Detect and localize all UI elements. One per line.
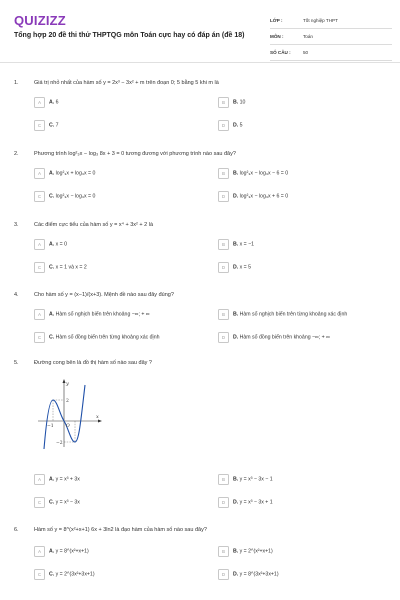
option-badge: D bbox=[218, 262, 229, 273]
meta-row-subject bbox=[270, 29, 392, 45]
option-c[interactable] bbox=[34, 332, 159, 344]
option-a[interactable] bbox=[34, 168, 95, 180]
header-divider bbox=[0, 62, 400, 63]
option-d[interactable] bbox=[218, 497, 273, 509]
option-badge: A bbox=[34, 97, 45, 108]
meta-key: LỚP : bbox=[270, 13, 298, 29]
question-text: Các điểm cực tiểu của hàm số y = x⁴ + 3x² + 2 là bbox=[34, 222, 153, 228]
option-badge: B bbox=[218, 239, 229, 250]
option-badge: C bbox=[34, 262, 45, 273]
option-letter: A. bbox=[49, 311, 55, 318]
option-text: y = 8^(x²+x+1) bbox=[55, 548, 89, 555]
option-badge: C bbox=[34, 191, 45, 202]
option-letter: C. bbox=[49, 334, 55, 341]
option-b[interactable] bbox=[218, 97, 245, 109]
option-text: 6 bbox=[55, 99, 59, 106]
option-text: y = x³ + 3x bbox=[55, 476, 80, 483]
option-text: log²₃x − log₃x + 6 = 0 bbox=[239, 193, 289, 200]
option-text: x = 5 bbox=[239, 264, 252, 271]
option-d[interactable] bbox=[218, 120, 243, 132]
option-text: x = −1 bbox=[239, 241, 255, 248]
question-number: 1. bbox=[14, 80, 19, 86]
option-c[interactable] bbox=[34, 191, 95, 203]
question-text: Đường cong bên là đồ thị hàm số nào sau đây ? bbox=[34, 360, 152, 366]
meta-key: MÔN : bbox=[270, 29, 298, 45]
option-text: 7 bbox=[55, 122, 59, 129]
option-letter: B. bbox=[233, 476, 239, 483]
option-badge: B bbox=[218, 168, 229, 179]
option-c[interactable] bbox=[34, 120, 59, 132]
option-d[interactable] bbox=[218, 262, 251, 274]
question-text: Hàm số y = 8^(x²+x+1) 6x + 3ln2 là đạo hàm của hàm số nào sau đây? bbox=[34, 527, 207, 533]
option-letter: B. bbox=[233, 311, 239, 318]
meta-row-count bbox=[270, 45, 392, 61]
option-a[interactable] bbox=[34, 309, 150, 321]
option-text: y = x³ − 3x − 1 bbox=[239, 476, 273, 483]
option-b[interactable] bbox=[218, 474, 273, 486]
y-label: y bbox=[66, 381, 69, 387]
option-b[interactable] bbox=[218, 546, 273, 558]
option-text: log²₃x − log₃x − 6 = 0 bbox=[239, 170, 289, 177]
question-number: 6. bbox=[14, 527, 19, 533]
option-letter: A. bbox=[49, 99, 55, 106]
option-letter: C. bbox=[49, 122, 55, 129]
option-a[interactable] bbox=[34, 239, 67, 251]
option-letter: D. bbox=[233, 264, 239, 271]
option-letter: A. bbox=[49, 241, 55, 248]
option-text: x = 0 bbox=[55, 241, 68, 248]
option-c[interactable] bbox=[34, 569, 95, 581]
option-badge: C bbox=[34, 332, 45, 343]
option-badge: D bbox=[218, 569, 229, 580]
option-badge: A bbox=[34, 309, 45, 320]
question-number: 4. bbox=[14, 292, 19, 298]
option-badge: C bbox=[34, 497, 45, 508]
option-badge: A bbox=[34, 168, 45, 179]
option-letter: D. bbox=[233, 571, 239, 578]
option-b[interactable] bbox=[218, 309, 347, 321]
option-badge: C bbox=[34, 120, 45, 131]
option-badge: C bbox=[34, 569, 45, 580]
option-text: y = x³ − 3x bbox=[55, 499, 80, 506]
tick-label-bottom: −2 bbox=[56, 441, 63, 446]
option-b[interactable] bbox=[218, 239, 254, 251]
meta-value: 50 bbox=[298, 45, 392, 61]
option-c[interactable] bbox=[34, 497, 80, 509]
option-letter: C. bbox=[49, 193, 55, 200]
option-badge: B bbox=[218, 546, 229, 557]
question-number: 5. bbox=[14, 360, 19, 366]
option-badge: B bbox=[218, 97, 229, 108]
meta-row-class bbox=[270, 13, 392, 29]
origin-label: O bbox=[66, 424, 70, 429]
option-letter: A. bbox=[49, 548, 55, 555]
option-badge: A bbox=[34, 239, 45, 250]
option-b[interactable] bbox=[218, 168, 288, 180]
option-text: y = 8^(3x²+3x+1) bbox=[239, 571, 279, 578]
tick-label-top: 2 bbox=[66, 399, 69, 404]
option-text: Hàm số đồng biến trên khoảng −∞; + ∞ bbox=[239, 334, 330, 341]
question-number: 3. bbox=[14, 222, 19, 228]
option-text: y = 2^(3x²+3x+1) bbox=[55, 571, 95, 578]
document-title: Tổng hợp 20 đề thi thử THPTQG môn Toán cực hay có đáp án (đề 18) bbox=[14, 32, 245, 39]
option-d[interactable] bbox=[218, 191, 288, 203]
option-text: log²₃x − log₃x = 0 bbox=[55, 193, 96, 200]
option-a[interactable] bbox=[34, 546, 89, 558]
option-a[interactable] bbox=[34, 474, 80, 486]
option-text: Hàm số nghịch biến trên từng khoảng xác định bbox=[239, 311, 348, 318]
option-badge: A bbox=[34, 546, 45, 557]
meta-value: Tốt nghiệp THPT bbox=[298, 13, 392, 29]
meta-table bbox=[270, 13, 392, 61]
option-badge: D bbox=[218, 332, 229, 343]
option-letter: A. bbox=[49, 476, 55, 483]
option-text: 10 bbox=[239, 99, 246, 106]
tick-label-neg: −1 bbox=[47, 424, 54, 429]
option-badge: B bbox=[218, 474, 229, 485]
option-letter: B. bbox=[233, 548, 239, 555]
x-label: x bbox=[96, 414, 99, 420]
question-number: 2. bbox=[14, 151, 19, 157]
option-badge: D bbox=[218, 120, 229, 131]
question-text: Phương trình log²₃x − log₃ 8x + 3 = 0 tương đương với phương trình nào sau đây? bbox=[34, 151, 236, 157]
option-letter: C. bbox=[49, 571, 55, 578]
option-letter: D. bbox=[233, 499, 239, 506]
option-badge: A bbox=[34, 474, 45, 485]
option-text: Hàm số nghịch biến trên khoảng −∞; + ∞ bbox=[55, 311, 150, 318]
option-text: y = 2^(x²+x+1) bbox=[239, 548, 273, 555]
option-letter: D. bbox=[233, 334, 239, 341]
option-badge: D bbox=[218, 497, 229, 508]
meta-key: SỐ CÂU : bbox=[270, 45, 298, 61]
option-letter: B. bbox=[233, 241, 239, 248]
meta-value: Toán bbox=[298, 29, 392, 45]
option-letter: B. bbox=[233, 99, 239, 106]
option-text: log²₃x + log₃x = 0 bbox=[55, 170, 96, 177]
option-text: x = 1 và x = 2 bbox=[55, 264, 87, 271]
option-d[interactable] bbox=[218, 569, 279, 581]
cubic-graph bbox=[36, 375, 106, 450]
option-text: 5 bbox=[239, 122, 243, 129]
option-letter: D. bbox=[233, 122, 239, 129]
option-letter: A. bbox=[49, 170, 55, 177]
option-text: y = x³ − 3x + 1 bbox=[239, 499, 273, 506]
option-badge: D bbox=[218, 191, 229, 202]
option-c[interactable] bbox=[34, 262, 87, 274]
option-badge: B bbox=[218, 309, 229, 320]
option-text: Hàm số đồng biến trên từng khoảng xác định bbox=[55, 334, 160, 341]
curve bbox=[44, 385, 85, 449]
option-letter: C. bbox=[49, 264, 55, 271]
option-letter: D. bbox=[233, 193, 239, 200]
option-letter: B. bbox=[233, 170, 239, 177]
question-text: Cho hàm số y = (x−1)/(x+3). Mệnh đề nào sau đây đúng? bbox=[34, 292, 174, 298]
question-text: Giá trị nhỏ nhất của hàm số y = 2x³ − 3x² + m trên đoạn 0; 5 bằng 5 khi m là bbox=[34, 80, 219, 86]
option-letter: C. bbox=[49, 499, 55, 506]
quizizz-logo: QUIZIZZ bbox=[14, 13, 66, 28]
option-d[interactable] bbox=[218, 332, 330, 344]
option-a[interactable] bbox=[34, 97, 59, 109]
